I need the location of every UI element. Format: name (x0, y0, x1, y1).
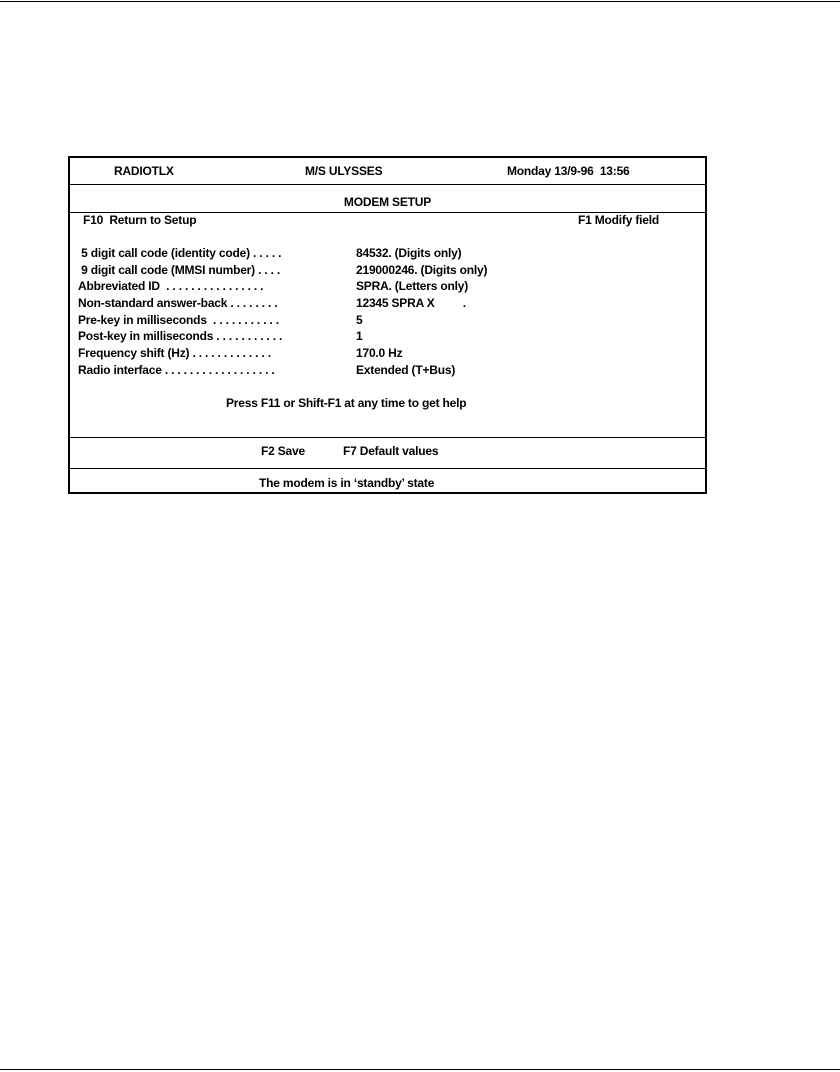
modem-setup-screen (68, 156, 707, 494)
field-value-abbreviated-id[interactable]: SPRA. (Letters only) (356, 279, 469, 293)
date-time: Monday 13/9-96 13:56 (507, 164, 630, 178)
header-divider (70, 184, 705, 185)
field-label-abbreviated-id: Abbreviated ID . . . . . . . . . . . . . . . . (78, 279, 264, 293)
field-label-post-key: Post-key in milliseconds . . . . . . . . . . . (78, 329, 283, 343)
modify-field-key[interactable]: F1 Modify field (578, 213, 660, 227)
help-hint: Press F11 or Shift-F1 at any time to get help (226, 396, 467, 410)
field-label-mmsi-number: 9 digit call code (MMSI number) . . . . (78, 263, 281, 277)
default-values-key[interactable]: F7 Default values (343, 444, 439, 458)
page-title: MODEM SETUP (343, 195, 432, 209)
field-label-radio-interface: Radio interface . . . . . . . . . . . . . . . . . . (78, 363, 275, 377)
save-key[interactable]: F2 Save (261, 444, 305, 458)
vessel-name: M/S ULYSSES (305, 164, 383, 178)
field-value-frequency-shift[interactable]: 170.0 Hz (356, 346, 403, 360)
field-value-pre-key[interactable]: 5 (356, 313, 363, 327)
fields-divider (70, 437, 705, 438)
modem-status: The modem is in ‘standby’ state (259, 476, 435, 490)
page-top-rule (0, 1, 840, 2)
page-bottom-rule (0, 1069, 840, 1070)
field-label-answer-back: Non-standard answer-back . . . . . . . . (78, 296, 278, 310)
field-value-mmsi-number[interactable]: 219000246. (Digits only) (356, 263, 488, 277)
field-value-post-key[interactable]: 1 (356, 329, 363, 343)
field-value-identity-code[interactable]: 84532. (Digits only) (356, 246, 462, 260)
field-label-identity-code: 5 digit call code (identity code) . . . . . (78, 246, 282, 260)
field-value-radio-interface[interactable]: Extended (T+Bus) (356, 363, 456, 377)
field-label-frequency-shift: Frequency shift (Hz) . . . . . . . . . . . . . (78, 346, 271, 360)
field-value-answer-back[interactable]: 12345 SPRA X . (356, 296, 466, 310)
field-label-pre-key: Pre-key in milliseconds . . . . . . . . . . . (78, 313, 279, 327)
return-to-setup-key[interactable]: F10 Return to Setup (83, 213, 197, 227)
app-name: RADIOTLX (114, 164, 174, 178)
footer-divider (70, 468, 705, 469)
